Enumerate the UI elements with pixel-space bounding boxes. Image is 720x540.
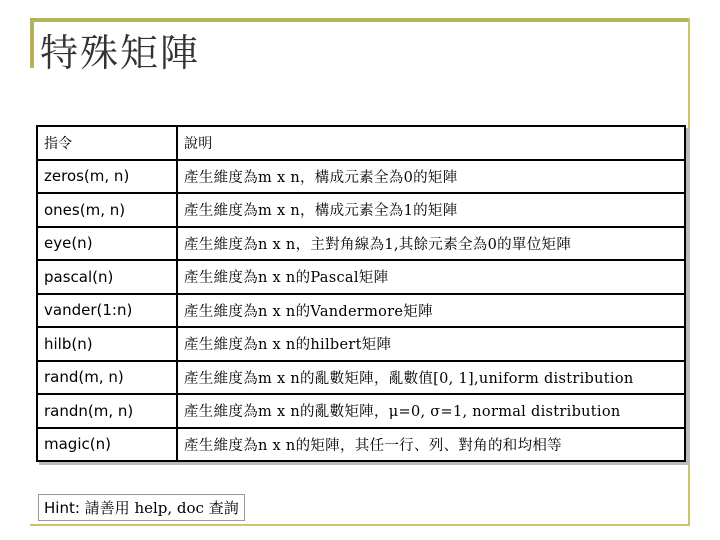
table-row (37, 294, 685, 328)
description-cell: 產生維度為n x n的Vandermore矩陣 (177, 294, 685, 328)
command-table (36, 125, 686, 462)
table-row (37, 327, 685, 361)
header-description: 說明 (177, 126, 685, 160)
frame-bottom-border (30, 524, 690, 526)
table-row (37, 260, 685, 294)
command-cell: ones(m, n) (37, 193, 177, 227)
hint-label: Hint: (44, 499, 80, 517)
command-cell: pascal(n) (37, 260, 177, 294)
table-row (37, 361, 685, 395)
description-cell: 產生維度為n x n，主對角線為1,其餘元素全為0的單位矩陣 (177, 227, 685, 261)
header-command: 指令 (37, 126, 177, 160)
table-row (37, 428, 685, 462)
command-cell: vander(1:n) (37, 294, 177, 328)
command-cell: hilb(n) (37, 327, 177, 361)
hint-text: 請善用 help, doc 查詢 (84, 499, 239, 517)
description-cell: 產生維度為m x n，構成元素全為1的矩陣 (177, 193, 685, 227)
command-cell: randn(m, n) (37, 394, 177, 428)
table-row (37, 160, 685, 194)
table-row (37, 394, 685, 428)
description-cell: 產生維度為m x n，構成元素全為0的矩陣 (177, 160, 685, 194)
page-title: 特殊矩陣 (40, 31, 201, 75)
description-cell: 產生維度為n x n的hilbert矩陣 (177, 327, 685, 361)
hint-box (38, 494, 245, 521)
command-cell: eye(n) (37, 227, 177, 261)
command-cell: rand(m, n) (37, 361, 177, 395)
table-header-row (37, 126, 685, 160)
description-cell: 產生維度為m x n的亂數矩陣，亂數值[0, 1],uniform distribution (177, 361, 685, 395)
description-cell: 產生維度為n x n的矩陣，其任一行、列、對角的和均相等 (177, 428, 685, 462)
description-cell: 產生維度為n x n的Pascal矩陣 (177, 260, 685, 294)
command-cell: magic(n) (37, 428, 177, 462)
description-cell: 產生維度為m x n的亂數矩陣，μ=0, σ=1, normal distribution (177, 394, 685, 428)
frame-left-border (30, 18, 34, 68)
table-row (37, 193, 685, 227)
command-cell: zeros(m, n) (37, 160, 177, 194)
table-row (37, 227, 685, 261)
frame-right-border (688, 18, 690, 526)
